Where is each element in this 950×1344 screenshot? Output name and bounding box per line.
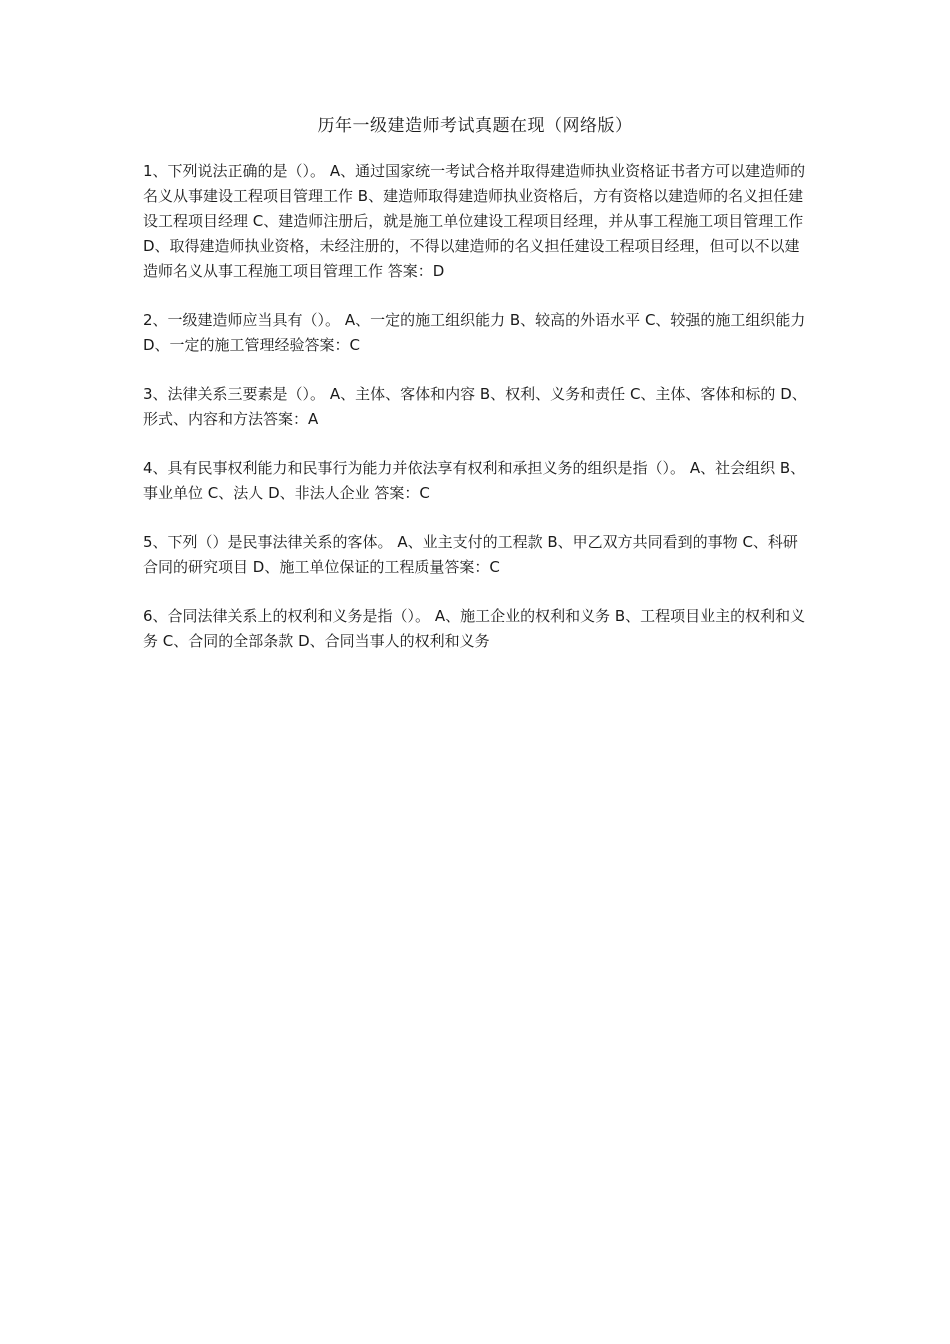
question-4	[143, 456, 808, 506]
option-d: D、形式、内容和方法答案：A	[143, 385, 807, 428]
option-b: B、建造师取得建造师执业资格后，方有资格以建造师的名义担任建设工程项目经理	[143, 187, 804, 230]
question-stem: 4、具有民事权利能力和民事行为能力并依法享有权利和承担义务的组织是指（）。	[143, 459, 686, 477]
question-stem: 1、下列说法正确的是（）。	[143, 162, 326, 180]
option-d: D、施工单位保证的工程质量答案：C	[252, 558, 500, 576]
question-3	[143, 382, 808, 432]
option-d: D、一定的施工管理经验答案：C	[143, 336, 361, 354]
option-c: C、合同的全部条款	[162, 632, 294, 650]
question-stem: 3、法律关系三要素是（）。	[143, 385, 326, 403]
option-b: B、事业单位	[143, 459, 806, 502]
answer: 答案：C	[374, 484, 430, 502]
question-1	[143, 159, 808, 284]
option-a: A、业主支付的工程款	[397, 533, 543, 551]
question-stem: 6、合同法律关系上的权利和义务是指（）。	[143, 607, 431, 625]
question-2	[143, 308, 808, 358]
option-c: C、主体、客体和标的	[629, 385, 776, 403]
option-a: A、社会组织	[689, 459, 776, 477]
question-stem: 2、一级建造师应当具有（）。	[143, 311, 341, 329]
option-c: C、建造师注册后，就是施工单位建设工程项目经理，并从事工程施工项目管理工作	[252, 212, 804, 230]
option-a: A、一定的施工组织能力	[344, 311, 506, 329]
question-stem: 5、下列（）是民事法律关系的客体。	[143, 533, 393, 551]
option-b: B、权利、义务和责任	[479, 385, 626, 403]
question-5	[143, 530, 808, 580]
option-d: D、合同当事人的权利和义务	[298, 632, 490, 650]
option-b: B、较高的外语水平	[509, 311, 641, 329]
option-c: C、较强的施工组织能力	[644, 311, 806, 329]
option-c: C、科研合同的研究项目	[143, 533, 798, 576]
document-title: 历年一级建造师考试真题在现（网络版）	[317, 116, 633, 136]
option-d: D、非法人企业	[268, 484, 370, 502]
option-a: A、施工企业的权利和义务	[434, 607, 611, 625]
question-list	[143, 159, 808, 678]
option-c: C、法人	[207, 484, 264, 502]
option-b: B、工程项目业主的权利和义务	[143, 607, 806, 650]
answer: 答案：D	[387, 262, 445, 280]
option-d: D、取得建造师执业资格，未经注册的，不得以建造师的名义担任建设工程项目经理，但可以不以建造师名义从事工程施工项目管理工作	[143, 237, 800, 280]
option-a: A、主体、客体和内容	[329, 385, 476, 403]
option-a: A、通过国家统一考试合格并取得建造师执业资格证书者方可以建造师的名义从事建设工程项目管理工作	[143, 162, 806, 205]
question-6	[143, 604, 808, 654]
option-b: B、甲乙双方共同看到的事物	[547, 533, 738, 551]
